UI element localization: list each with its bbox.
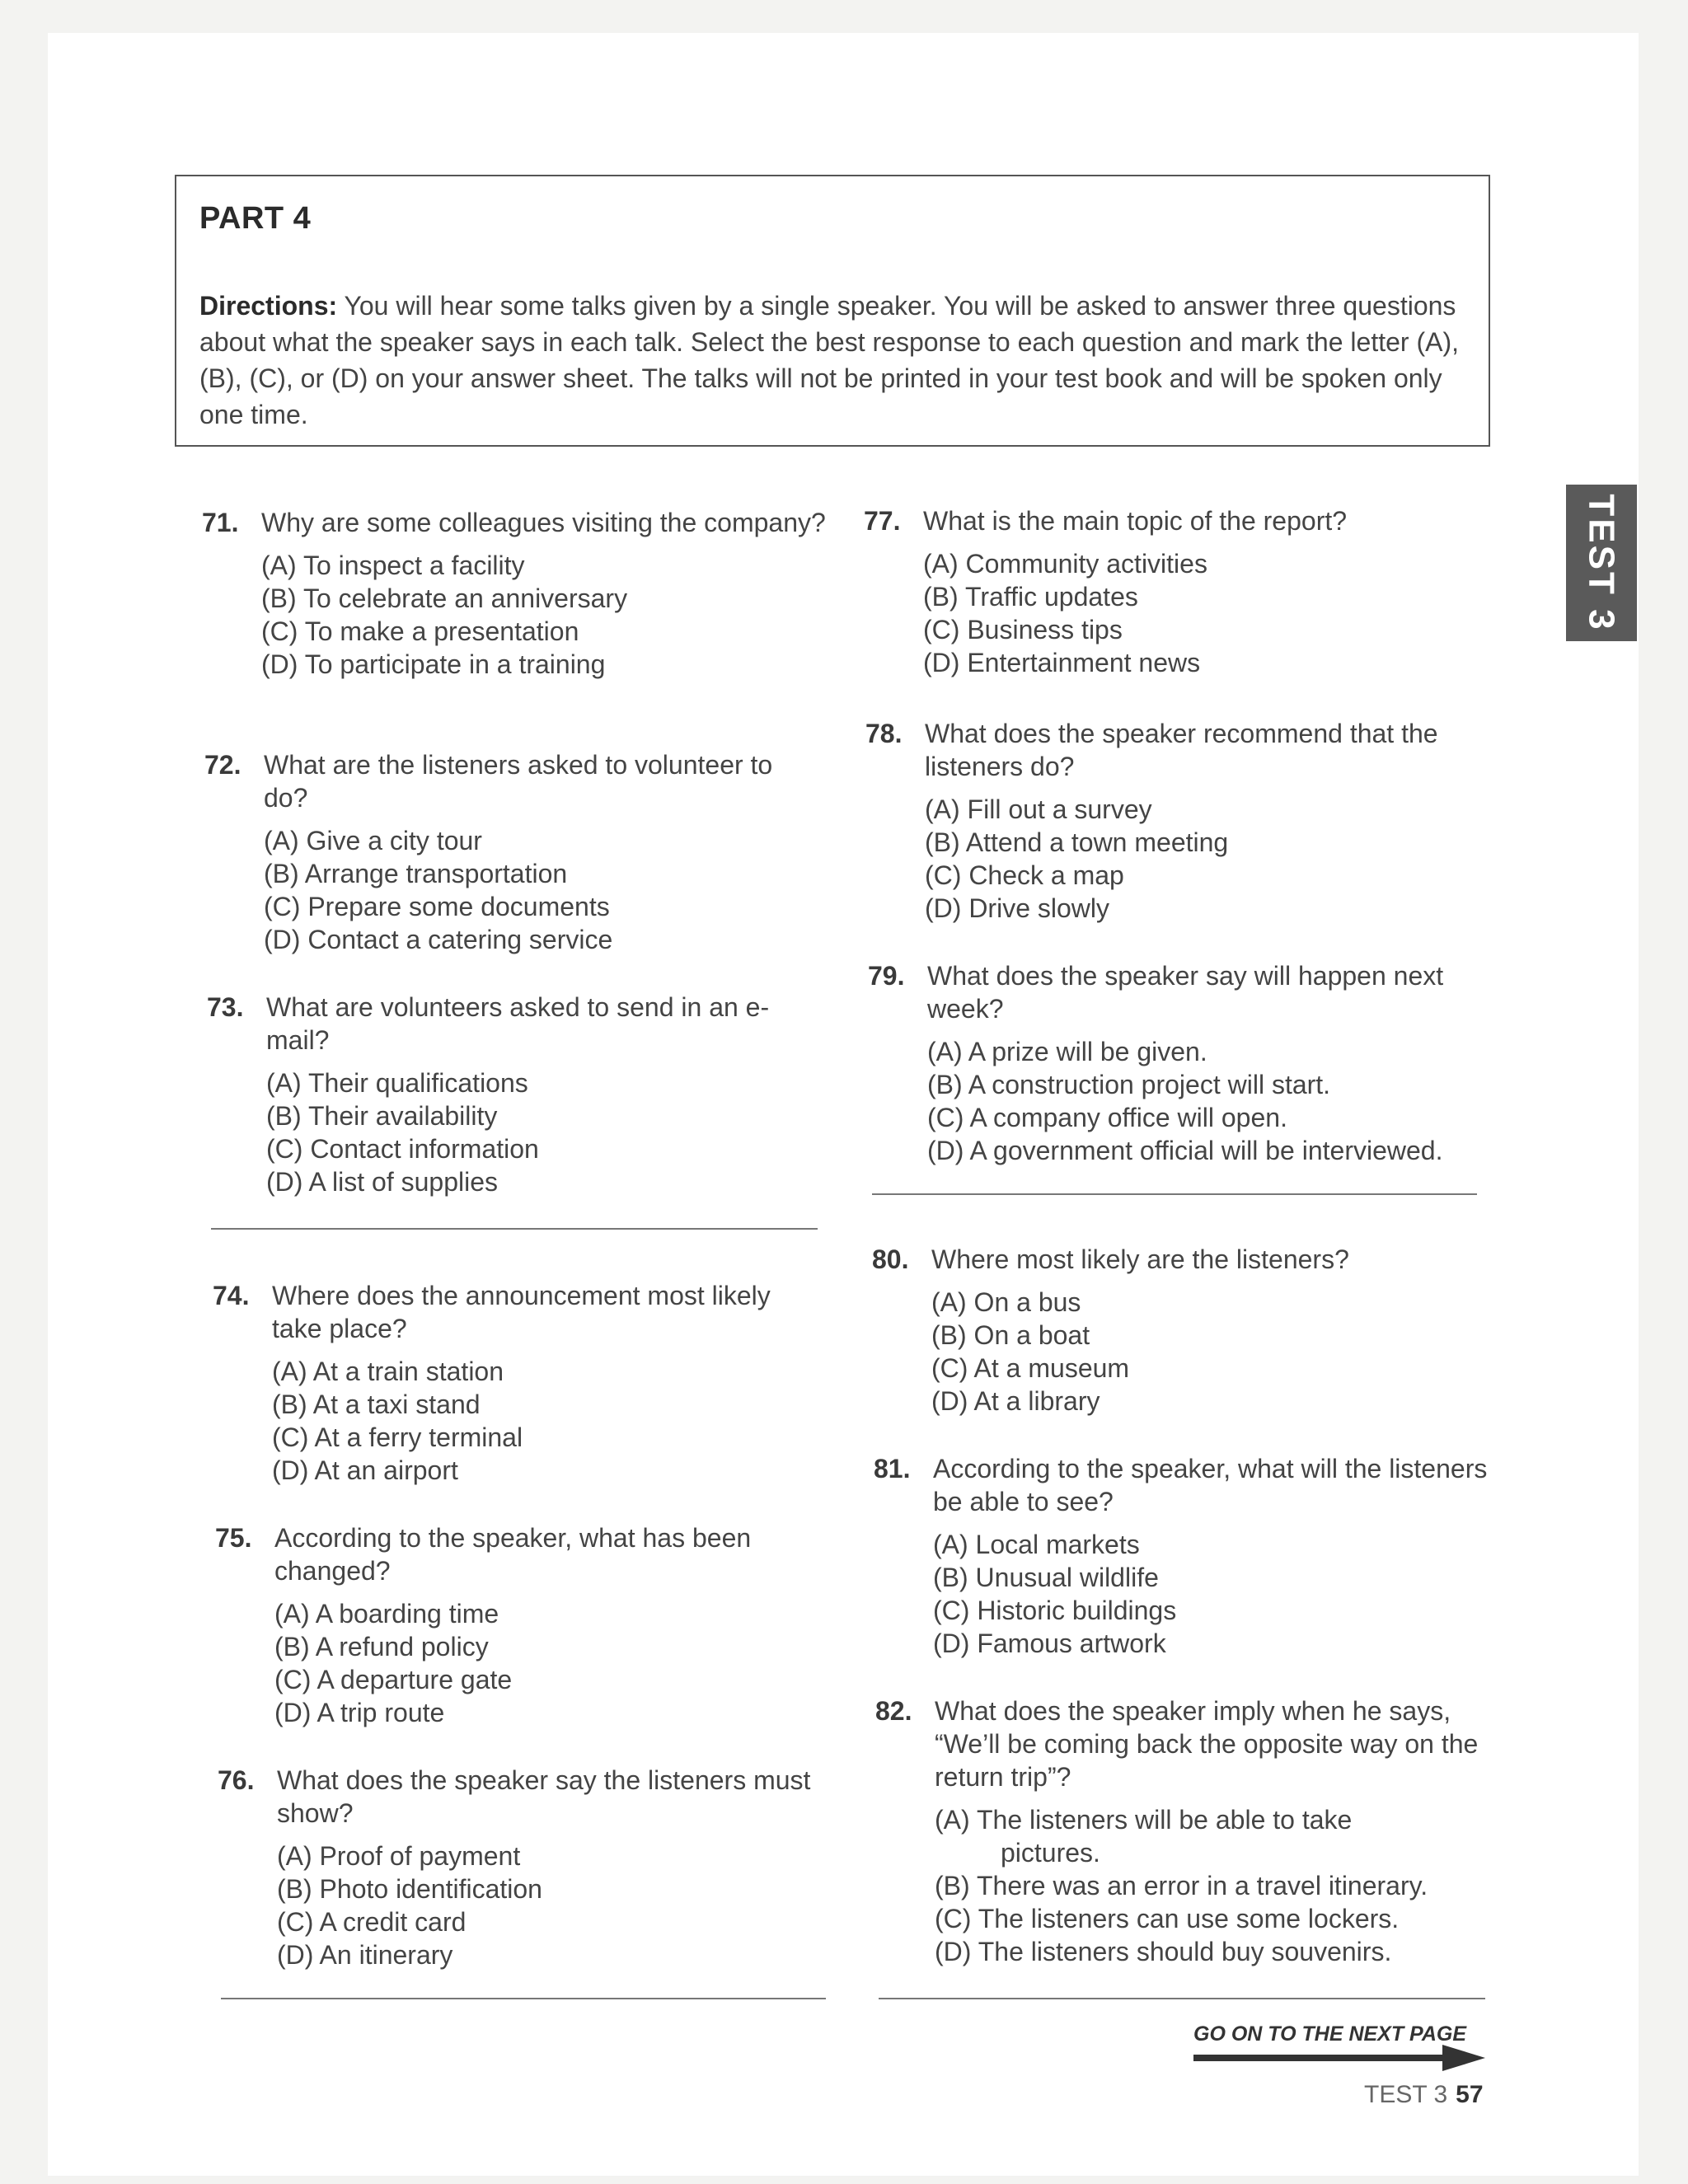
question-number: 80. [872, 1244, 909, 1274]
option-a[interactable]: (A) Give a city tour [264, 826, 482, 855]
question-number: 81. [874, 1454, 911, 1483]
option-d[interactable]: (D) An itinerary [277, 1940, 453, 1970]
test-label: TEST 3 [1364, 2081, 1448, 2108]
option-d[interactable]: (D) Drive slowly [925, 893, 1109, 923]
answer-options [933, 1528, 1500, 1660]
option-a[interactable]: (A) On a bus [931, 1287, 1081, 1317]
option-d[interactable]: (D) A government official will be interviewed. [927, 1136, 1443, 1165]
answer-options [264, 824, 814, 956]
option-b[interactable]: (B) Traffic updates [923, 582, 1138, 612]
question-text: What does the speaker imply when he says, “We’ll be coming back the opposite way on the return trip”? [935, 1696, 1479, 1792]
question-74 [213, 1279, 823, 1487]
answer-options [925, 793, 1492, 925]
question-79 [868, 959, 1494, 1167]
option-a[interactable]: (A) At a train station [272, 1357, 504, 1386]
option-b[interactable]: (B) Arrange transportation [264, 859, 568, 888]
question-text: What does the speaker say will happen next week? [927, 961, 1444, 1024]
option-a[interactable]: (A) Local markets [933, 1530, 1140, 1559]
option-b[interactable]: (B) Attend a town meeting [925, 827, 1229, 857]
option-c[interactable]: (C) A company office will open. [927, 1103, 1287, 1132]
question-81 [874, 1452, 1500, 1660]
option-b[interactable]: (B) There was an error in a travel itinerary. [935, 1871, 1428, 1900]
divider [221, 1998, 826, 1999]
right-arrow-icon [1193, 2051, 1485, 2064]
option-d[interactable]: (D) A list of supplies [266, 1167, 498, 1197]
question-number: 71. [202, 508, 239, 537]
option-b[interactable]: (B) On a boat [931, 1320, 1090, 1350]
question-text: Where does the announcement most likely take place? [272, 1281, 771, 1343]
part-title: PART 4 [199, 201, 312, 236]
option-c[interactable]: (C) Contact information [266, 1134, 539, 1164]
answer-options [277, 1840, 828, 1971]
option-a[interactable]: (A) Fill out a survey [925, 794, 1152, 824]
option-d[interactable]: (D) Contact a catering service [264, 925, 613, 954]
question-text: According to the speaker, what will the listeners be able to see? [933, 1454, 1488, 1516]
question-number: 74. [213, 1281, 250, 1310]
directions-box [175, 175, 1490, 447]
question-text: What are volunteers asked to send in an e-mail? [266, 992, 770, 1055]
option-c[interactable]: (C) Business tips [923, 615, 1123, 644]
question-71 [202, 506, 828, 681]
question-80 [872, 1243, 1498, 1418]
option-d[interactable]: (D) Famous artwork [933, 1629, 1166, 1658]
question-number: 72. [204, 750, 241, 780]
option-d[interactable]: (D) The listeners should buy souvenirs. [935, 1937, 1392, 1966]
next-page-indicator[interactable] [1193, 2022, 1485, 2064]
question-text: What does the speaker recommend that the listeners do? [925, 719, 1438, 781]
option-a[interactable]: (A) The listeners will be able to take [935, 1805, 1353, 1835]
option-b[interactable]: (B) To celebrate an anniversary [261, 583, 628, 613]
answer-options [923, 547, 1490, 679]
option-c[interactable]: (C) A credit card [277, 1907, 467, 1937]
directions-label: Directions: [199, 291, 338, 321]
option-a[interactable]: (A) A prize will be given. [927, 1037, 1207, 1066]
question-82 [875, 1694, 1502, 1968]
question-text: What does the speaker say the listeners must show? [277, 1765, 811, 1828]
option-b[interactable]: (B) Their availability [266, 1101, 498, 1131]
option-c[interactable]: (C) At a museum [931, 1353, 1130, 1383]
question-73 [207, 991, 817, 1198]
option-a[interactable]: (A) To inspect a facility [261, 551, 525, 580]
divider [211, 1228, 818, 1230]
option-a[interactable]: (A) Proof of payment [277, 1841, 521, 1871]
question-77 [864, 504, 1490, 679]
answer-options [272, 1355, 823, 1487]
question-text: What is the main topic of the report? [923, 506, 1348, 536]
option-d[interactable]: (D) To participate in a training [261, 649, 606, 679]
question-72 [204, 748, 814, 956]
directions [199, 288, 1465, 433]
next-page-label: GO ON TO THE NEXT PAGE [1193, 2022, 1467, 2046]
page-footer [1364, 2081, 1484, 2109]
option-c[interactable]: (C) The listeners can use some lockers. [935, 1904, 1400, 1933]
option-b[interactable]: (B) At a taxi stand [272, 1390, 481, 1419]
option-b[interactable]: (B) A refund policy [274, 1632, 489, 1661]
answer-options [927, 1035, 1494, 1167]
option-c[interactable]: (C) To make a presentation [261, 616, 579, 646]
option-c[interactable]: (C) Prepare some documents [264, 892, 610, 921]
question-text: According to the speaker, what has been changed? [274, 1523, 752, 1586]
question-text: What are the listeners asked to volunteer to do? [264, 750, 773, 813]
option-c[interactable]: (C) At a ferry terminal [272, 1422, 523, 1452]
question-number: 78. [865, 719, 903, 748]
option-d[interactable]: (D) Entertainment news [923, 648, 1201, 677]
page-number: 57 [1456, 2081, 1484, 2108]
divider [879, 1998, 1485, 1999]
answer-options [935, 1803, 1502, 1968]
option-b[interactable]: (B) Photo identification [277, 1874, 542, 1904]
option-c[interactable]: (C) Historic buildings [933, 1596, 1177, 1625]
option-b[interactable]: (B) Unusual wildlife [933, 1563, 1159, 1592]
answer-options [266, 1066, 817, 1198]
question-number: 76. [218, 1765, 255, 1795]
answer-options [931, 1286, 1498, 1418]
question-75 [215, 1521, 825, 1729]
option-d[interactable]: (D) At a library [931, 1386, 1100, 1416]
option-a[interactable]: (A) A boarding time [274, 1599, 499, 1629]
question-number: 75. [215, 1523, 252, 1553]
question-number: 79. [868, 961, 905, 991]
option-a-continued: pictures. [1001, 1838, 1100, 1868]
option-b[interactable]: (B) A construction project will start. [927, 1070, 1331, 1099]
question-number: 82. [875, 1696, 912, 1726]
question-text: Why are some colleagues visiting the company? [261, 508, 826, 537]
option-a[interactable]: (A) Their qualifications [266, 1068, 528, 1098]
side-tab-label: TEST 3 [1582, 494, 1622, 632]
question-text: Where most likely are the listeners? [931, 1244, 1349, 1274]
answer-options [261, 549, 828, 681]
divider [872, 1193, 1477, 1195]
option-c[interactable]: (C) Check a map [925, 860, 1124, 890]
question-78 [865, 717, 1492, 925]
option-a[interactable]: (A) Community activities [923, 549, 1207, 579]
question-76 [218, 1764, 828, 1971]
answer-options [274, 1597, 825, 1729]
test-side-tab [1566, 485, 1637, 641]
question-number: 73. [207, 992, 244, 1022]
option-d[interactable]: (D) At an airport [272, 1455, 458, 1485]
directions-text: You will hear some talks given by a single speaker. You will be asked to answer three questions about what the speaker says in each talk. Select the best response to each question and mark the letter (A), (B), (C), or (D) on your answer sheet. The talks will not be printed in your test book and will be spoken only one time. [199, 291, 1459, 429]
option-c[interactable]: (C) A departure gate [274, 1665, 513, 1694]
option-d[interactable]: (D) A trip route [274, 1698, 445, 1727]
question-number: 77. [864, 506, 901, 536]
